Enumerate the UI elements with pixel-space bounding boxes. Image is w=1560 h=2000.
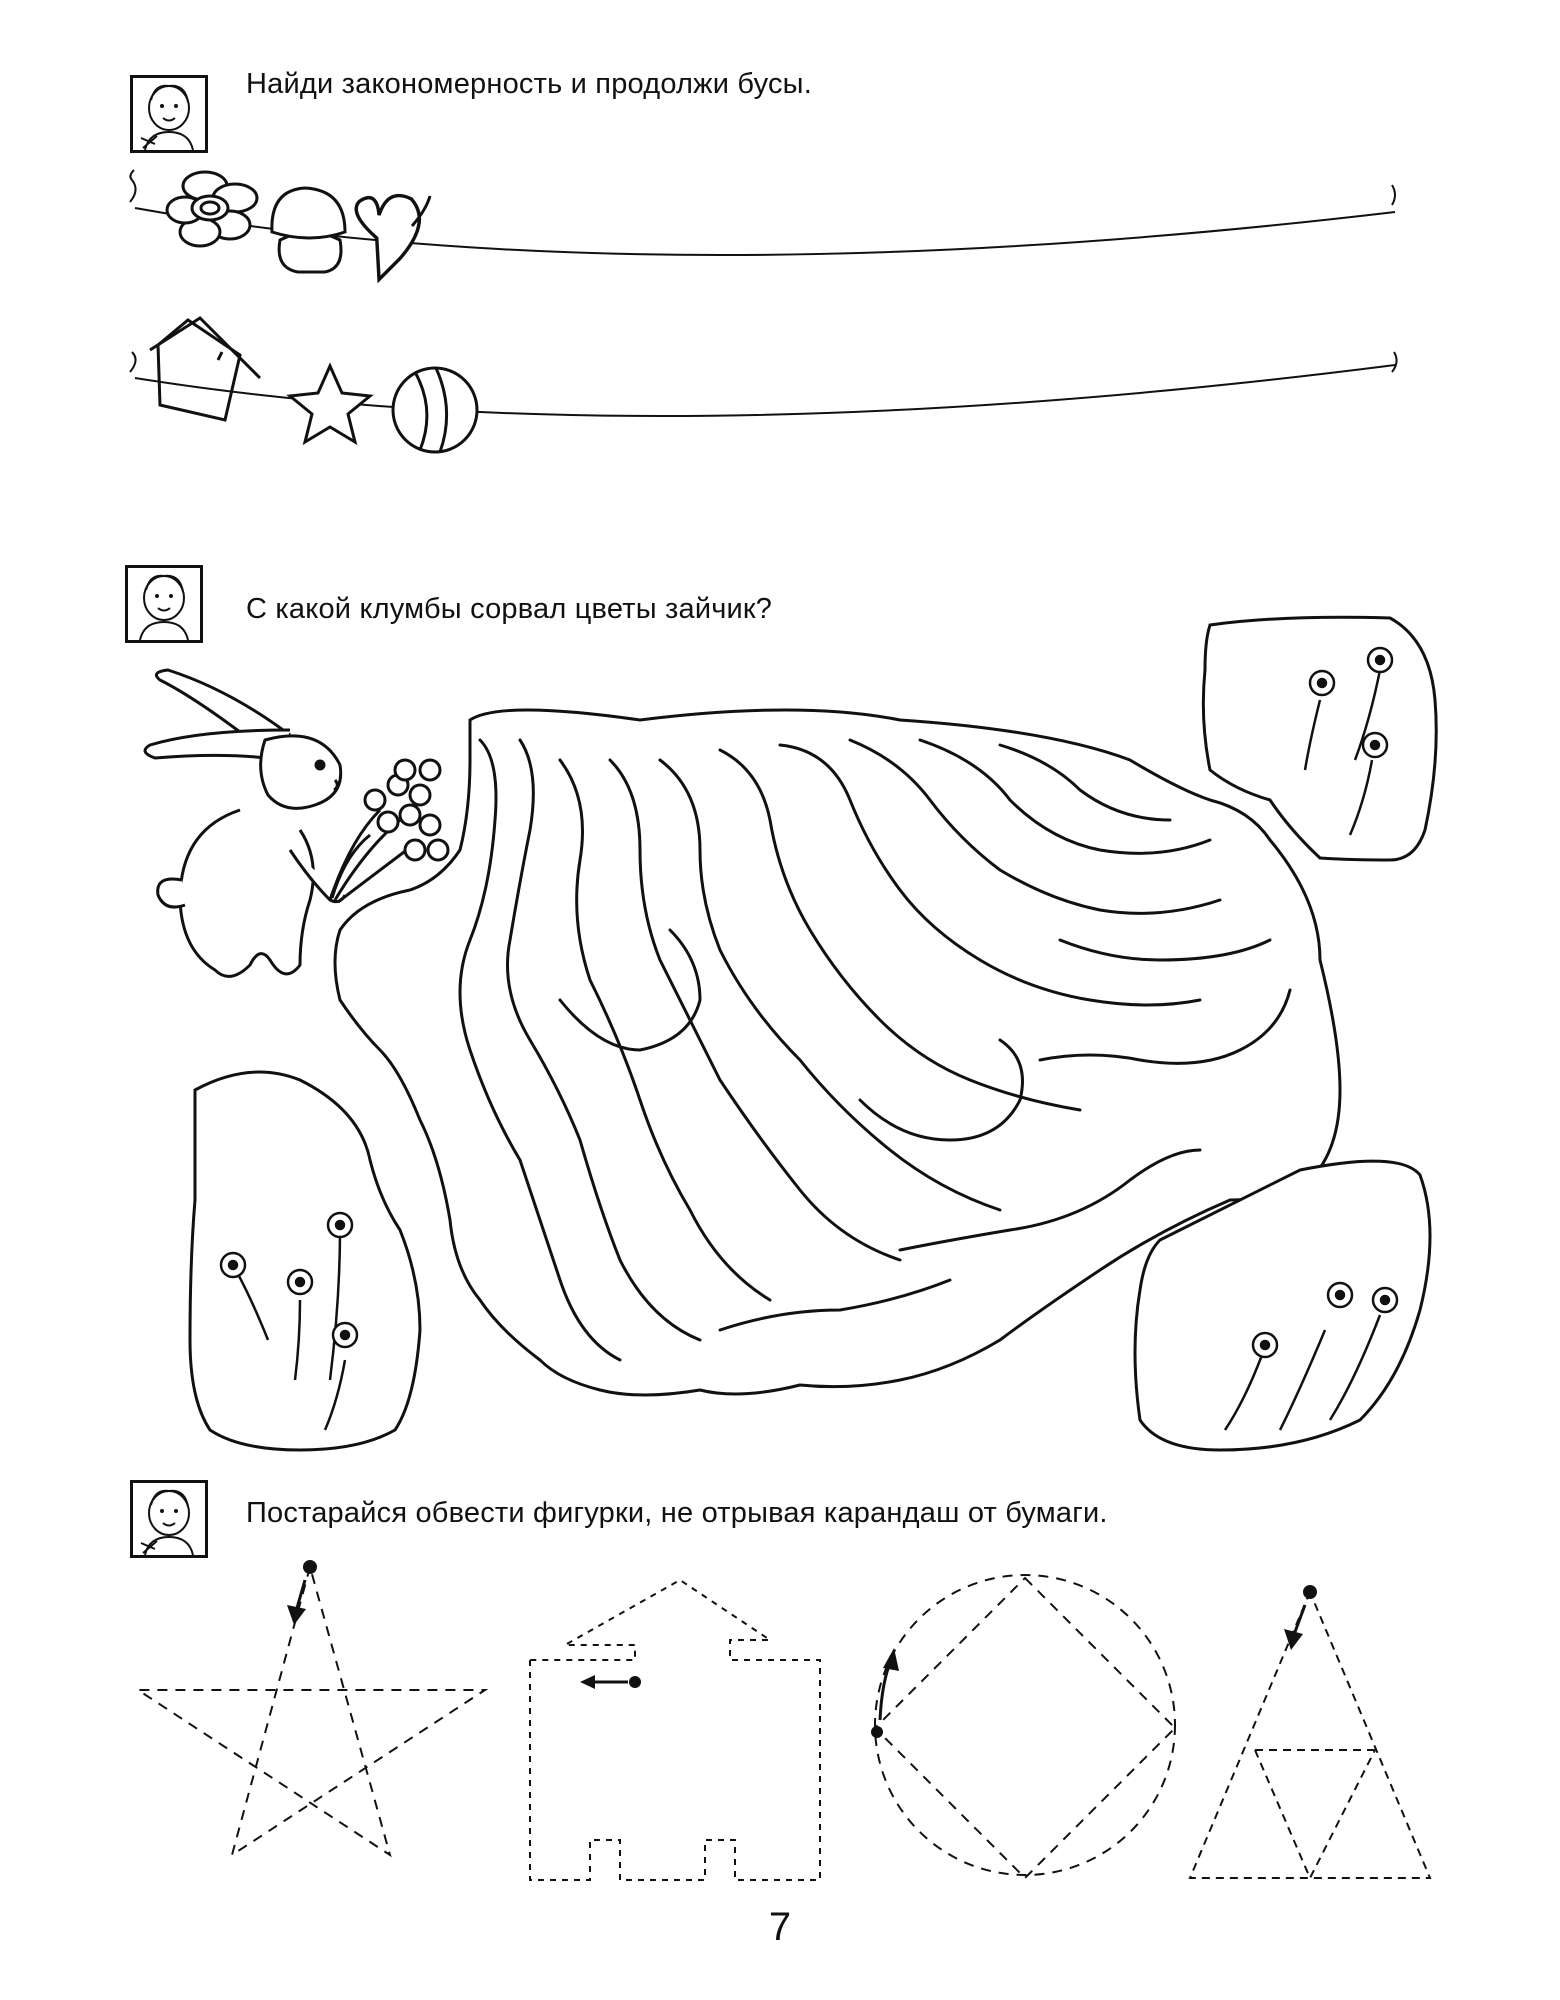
task-1-instruction: Найди закономерность и продолжи бусы. [246, 68, 812, 100]
task-2-instruction: С какой клумбы сорвал цветы зайчик? [246, 593, 773, 625]
task-3-instruction: Постарайся обвести фигурки, не отрывая карандаш от бумаги. [246, 1497, 1108, 1529]
task-2-child-face-icon [125, 565, 203, 643]
task-3-child-face-icon [130, 1480, 208, 1558]
page-number: 7 [768, 1905, 792, 1949]
task-1-child-face-icon [130, 75, 208, 153]
